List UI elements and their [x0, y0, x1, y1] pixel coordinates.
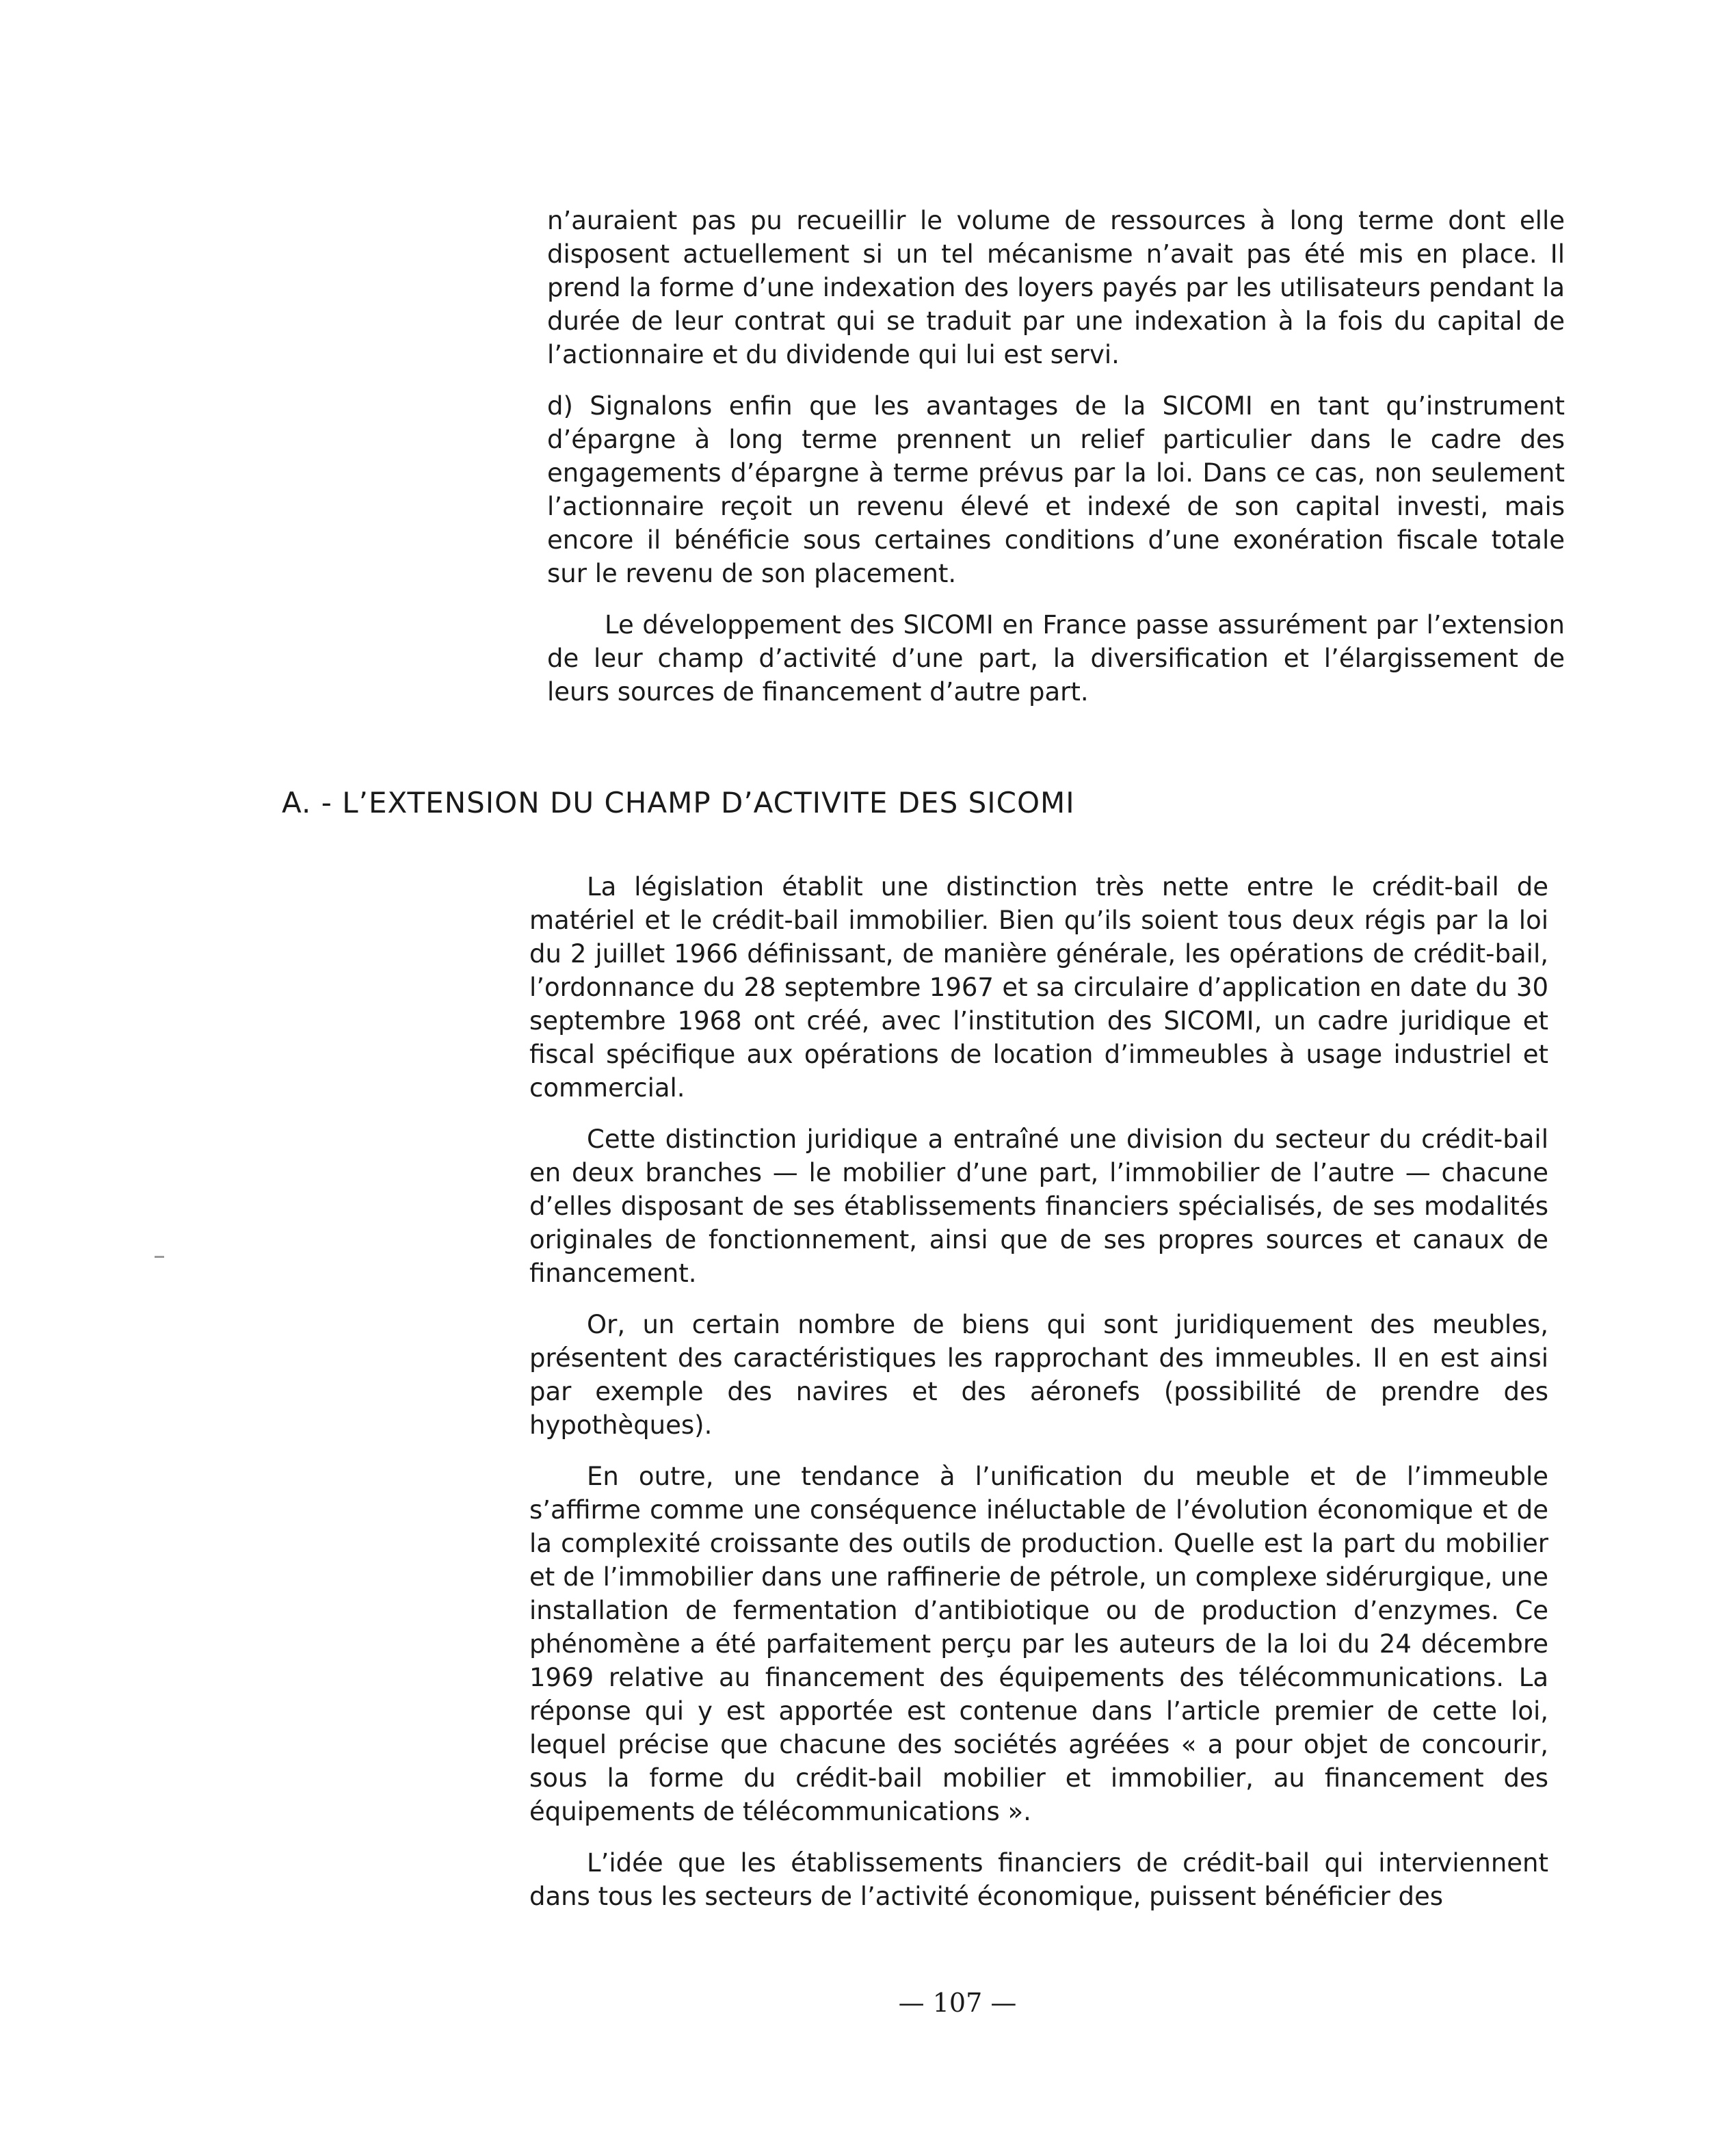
- paragraph-legislation: La législation établit une distinction très nette entre le crédit-bail de matériel et le crédit-bail immobilier. Bien qu’ils soient tous deux régis par la loi du 2 juillet 1966 définissant, de manière générale, les opérations de crédit-bail, l’ordonnance du 28 septembre 1967 et sa circulaire d’application en date du 30 septembre 1968 ont créé, avec l’institution des SICOMI, un cadre juridique et fiscal spécifique aux opérations de location d’immeubles à usage industriel et commercial.: [529, 872, 1548, 1103]
- section-text-block: [529, 870, 1548, 1931]
- scan-speck: [155, 1256, 164, 1258]
- page-number: — 107 —: [898, 1988, 1017, 2018]
- paragraph-continuation: n’auraient pas pu recueillir le volume de ressources à long terme dont elle disposent actuellement si un tel mécanisme n’avait pas été mis en place. Il prend la forme d’une indexation des loyers payés par les utilisateurs pendant la durée de leur contrat qui se traduit par une indexation à la fois du capital de l’actionnaire et du dividende qui lui est servi.: [547, 206, 1565, 369]
- paragraph-conclusion: Le développement des SICOMI en France passe assurément par l’extension de leur champ d’activité d’une part, la diversification et l’élargissement de leurs sources de financement d’autre part.: [547, 610, 1565, 707]
- paragraph-item-d: d) Signalons enfin que les avantages de la SICOMI en tant qu’instrument d’épargne à long terme prennent un relief particulier dans le cadre des engagements d’épargne à terme prévus par la loi. Dans ce cas, non seulement l’actionnaire reçoit un revenu élevé et indexé de son capital investi, mais encore il bénéficie sous certaines conditions d’une exonération fiscale totale sur le revenu de son placement.: [547, 391, 1565, 588]
- paragraph-unification: En outre, une tendance à l’unification du meuble et de l’immeuble s’affirme comme une conséquence inéluctable de l’évolution économique et de la complexité croissante des outils de production. Quelle est la part du mobilier et de l’immobilier dans une raffinerie de pétrole, un complexe sidérurgique, une installation de fermentation d’antibiotique ou de production d’enzymes. Ce phénomène a été parfaitement perçu par les auteurs de la loi du 24 décembre 1969 relative au financement des équipements des télécommunications. La réponse qui y est apportée est contenue dans l’article premier de cette loi, lequel précise que chacune des sociétés agréées « a pour objet de concourir, sous la forme du crédit-bail mobilier et immobilier, au financement des équipements de télécommunications ».: [529, 1462, 1548, 1826]
- paragraph-biens-meubles: Or, un certain nombre de biens qui sont juridiquement des meubles, présentent des caractéristiques les rapprochant des immeubles. Il en est ainsi par exemple des navires et des aéronefs (possibilité de prendre des hypothèques).: [529, 1310, 1548, 1440]
- section-heading: A. - L’EXTENSION DU CHAMP D’ACTIVITE DES SICOMI: [282, 786, 1075, 819]
- top-text-block: [547, 204, 1565, 726]
- paragraph-distinction: Cette distinction juridique a entraîné une division du secteur du crédit-bail en deux branches — le mobilier d’une part, l’immobilier de l’autre — chacune d’elles disposant de ses établissements financiers spécialisés, de ses modalités originales de fonctionnement, ainsi que de ses propres sources et canaux de financement.: [529, 1125, 1548, 1288]
- paragraph-idee: L’idée que les établissements financiers de crédit-bail qui interviennent dans tous les secteurs de l’activité économique, puissent bénéficier des: [529, 1848, 1548, 1911]
